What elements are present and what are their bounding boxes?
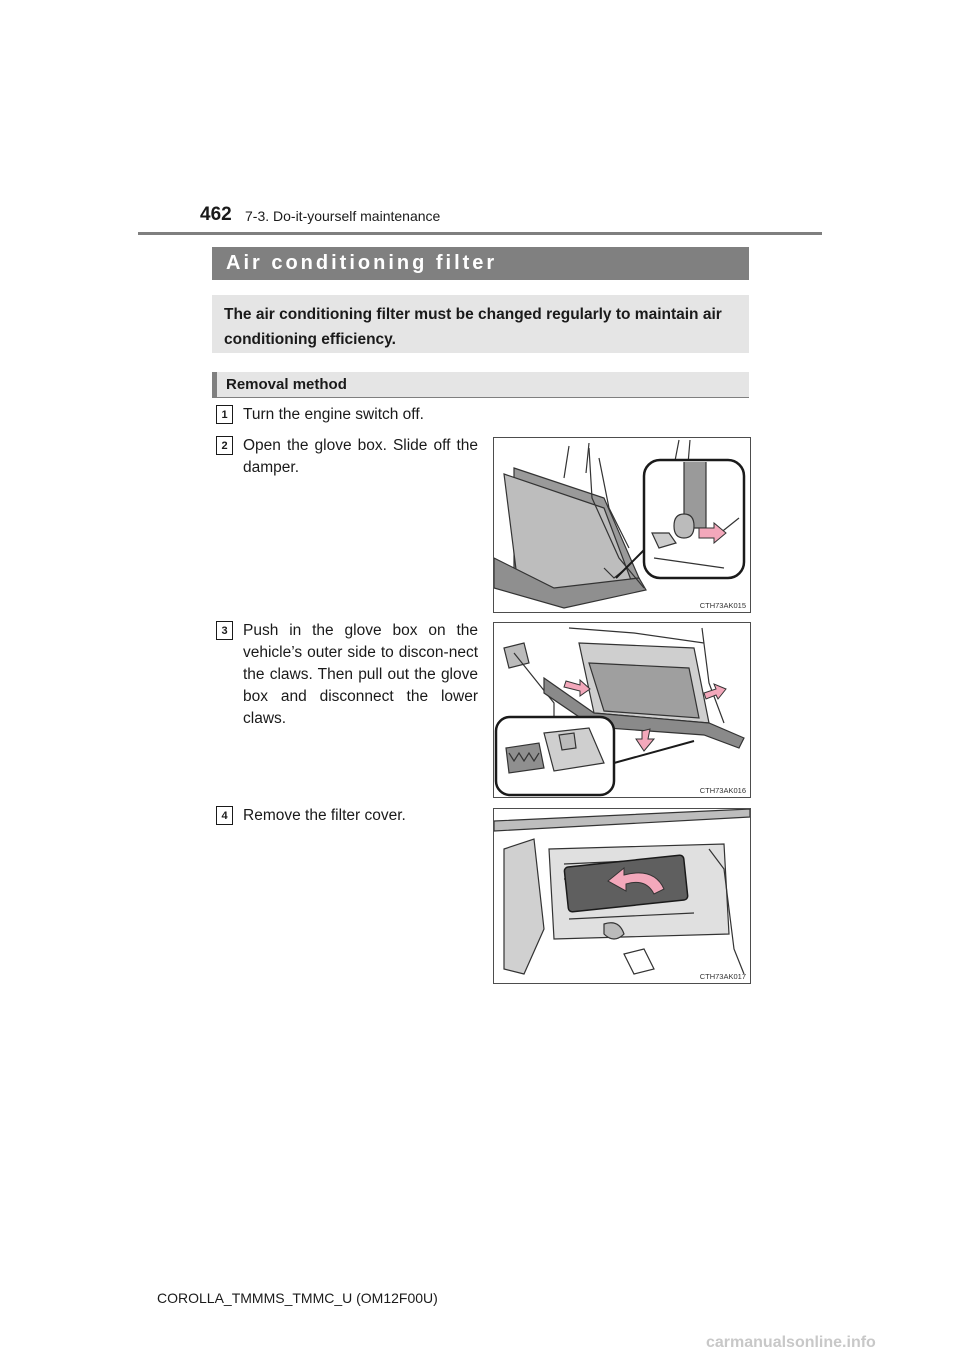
step-number-3: 3 bbox=[216, 621, 233, 640]
header-rule bbox=[138, 232, 822, 235]
step-text-2: Open the glove box. Slide off the damper. bbox=[243, 437, 478, 476]
intro-text: The air conditioning filter must be changed regularly to maintain air conditioning efficiency. bbox=[224, 306, 722, 348]
step-number-2: 2 bbox=[216, 436, 233, 455]
figure-code-3: CTH73AK016 bbox=[699, 786, 746, 795]
figure-code-2: CTH73AK015 bbox=[699, 601, 746, 610]
figure-filter-cover bbox=[493, 808, 751, 984]
intro-box bbox=[212, 295, 749, 353]
step-text-3: Push in the glove box on the vehicle’s outer side to discon-nect the claws. Then pull out the glove box and disconnect the lower claws. bbox=[243, 622, 478, 727]
figure-code-4: CTH73AK017 bbox=[699, 972, 746, 981]
section-title-bar bbox=[212, 247, 749, 280]
step-number-4: 4 bbox=[216, 806, 233, 825]
glove-box-damper-illustration bbox=[494, 438, 750, 612]
document-footer: COROLLA_TMMMS_TMMC_U (OM12F00U) bbox=[157, 1290, 438, 1306]
step-text-1: Turn the engine switch off. bbox=[243, 406, 424, 423]
subheading-accent bbox=[212, 372, 217, 397]
figure-glove-box-damper bbox=[493, 437, 751, 613]
subheading-bar bbox=[212, 372, 749, 398]
step-number-1: 1 bbox=[216, 405, 233, 424]
watermark: carmanualsonline.info bbox=[706, 1334, 876, 1351]
step-text-4: Remove the filter cover. bbox=[243, 807, 406, 824]
section-title: Air conditioning filter bbox=[226, 252, 498, 274]
filter-cover-illustration bbox=[494, 809, 750, 983]
glove-box-claws-illustration bbox=[494, 623, 750, 797]
section-path: 7-3. Do-it-yourself maintenance bbox=[245, 208, 441, 224]
figure-glove-box-claws bbox=[493, 622, 751, 798]
subheading: Removal method bbox=[226, 376, 347, 393]
page-number: 462 bbox=[200, 204, 232, 225]
